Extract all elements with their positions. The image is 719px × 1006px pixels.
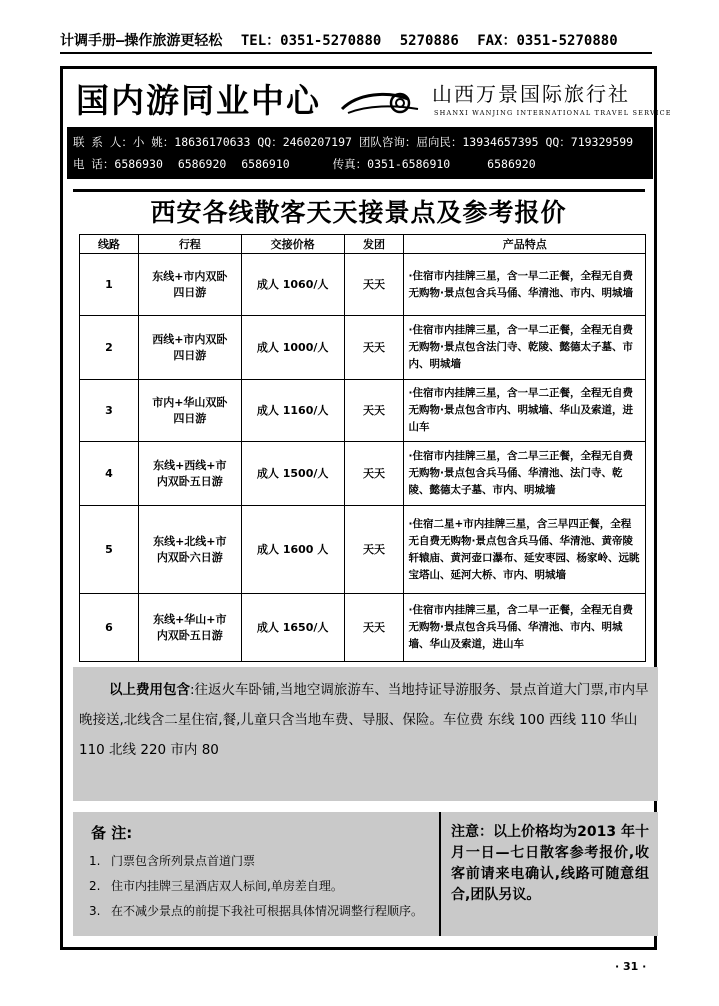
price: 成人 1060/人 — [241, 254, 344, 316]
route-number: 1 — [80, 254, 139, 316]
phone-third: 6586910 — [241, 157, 290, 171]
list-item: 1. 门票包含所列景点首道门票 — [89, 854, 256, 868]
phone-second: 6586920 — [177, 157, 227, 171]
notes-box — [73, 812, 658, 936]
itinerary: 东线+西线+市内双卧五日游 — [138, 442, 241, 506]
features: ·住宿市内挂牌三星，含一早二正餐，全程无自费无购物·景点包含市内、明城墙、华山及索道，进山车 — [404, 380, 646, 442]
itinerary: 东线+北线+市内双卧六日游 — [138, 506, 241, 594]
itinerary: 西线+市内双卧四日游 — [138, 316, 241, 380]
page-number: · 31 · — [615, 960, 647, 973]
company-name-en: SHANXI WANJING INTERNATIONAL TRAVEL SERVICE — [434, 109, 672, 117]
route-number: 6 — [80, 594, 139, 662]
col-header-itinerary: 行程 — [138, 235, 241, 254]
header-tel-extra: 5270886 — [399, 33, 459, 49]
features: ·住宿市内挂牌三星，含一早二正餐，全程无自费无购物·景点包含法门寺、乾陵、懿德太子墓、市内、明城墙 — [404, 316, 646, 380]
divider — [73, 189, 645, 192]
table-row — [80, 316, 646, 380]
features: ·住宿市内挂牌三星，含二早三正餐，全程无自费无购物·景点包含兵马俑、华清池、法门寺、乾陵、懿德太子墓、市内、明城墙 — [404, 442, 646, 506]
attention-note: 注意：以上价格均为2013 年十月一日—七日散客参考报价,收客前请来电确认,线路可随意组合,团队另议。 — [451, 824, 649, 903]
table-row — [80, 442, 646, 506]
price: 成人 1600 人 — [241, 506, 344, 594]
price-includes — [73, 667, 658, 801]
departure: 天天 — [344, 254, 404, 316]
contact-line-1: 联 系 人：小 姚：18636170633 QQ：2460207197 团队咨询：屈向民：13934657395 QQ：719329599 — [73, 135, 634, 149]
itinerary: 东线+华山+市内双卧五日游 — [138, 594, 241, 662]
brand-row — [76, 79, 672, 125]
itinerary: 市内+华山双卧四日游 — [138, 380, 241, 442]
price: 成人 1160/人 — [241, 380, 344, 442]
table-row — [80, 380, 646, 442]
company-name: 山西万景国际旅行社 — [432, 82, 630, 106]
page-title: 西安各线散客天天接景点及参考报价 — [150, 198, 567, 227]
page-header — [60, 30, 652, 54]
header-tel: TEL：0351-5270880 — [240, 33, 382, 49]
remarks-title: 备 注: — [91, 824, 133, 842]
contact-line-2 — [73, 153, 647, 175]
price: 成人 1000/人 — [241, 316, 344, 380]
list-item: 3. 在不减少景点的前提下我社可根据具体情况调整行程顺序。 — [89, 904, 424, 918]
departure: 天天 — [344, 442, 404, 506]
price: 成人 1500/人 — [241, 442, 344, 506]
includes-text: :往返火车卧铺,当地空调旅游车、当地持证导游服务、景点首道大门票,市内早晚接送,北线含二星住宿,餐,儿童只含当地车费、导服、保险。车位费 东线 100 西线 110 华山 110 北线 220 市内 80 — [79, 682, 649, 758]
remarks — [73, 812, 437, 936]
route-number: 2 — [80, 316, 139, 380]
brand-title: 国内游同业中心 — [76, 81, 321, 120]
fax-second: 6586920 — [487, 157, 536, 171]
departure: 天天 — [344, 594, 404, 662]
table-row — [80, 594, 646, 662]
notes-divider — [439, 812, 441, 936]
header-fax: FAX：0351-5270880 — [477, 33, 618, 49]
itinerary: 东线+市内双卧四日游 — [138, 254, 241, 316]
table-header-row — [80, 235, 646, 254]
features: ·住宿二星+市内挂牌三星，含三早四正餐，全程无自费无购物·景点包含兵马俑、华清池、黄帝陵轩辕庙、黄河壶口瀑布、延安枣园、杨家岭、远眺宝塔山、延河大桥、市内、明城墙 — [404, 506, 646, 594]
col-header-departure: 发团 — [344, 235, 404, 254]
table-row — [80, 254, 646, 316]
route-number: 4 — [80, 442, 139, 506]
fax-main: 传真：0351-6586910 — [332, 157, 451, 171]
table-row — [80, 506, 646, 594]
col-header-price: 交接价格 — [241, 235, 344, 254]
col-header-features: 产品特点 — [404, 235, 646, 254]
features: ·住宿市内挂牌三星，含二早一正餐，全程无自费无购物·景点包含兵马俑、华清池、市内、明城墙、华山及索道，进山车 — [404, 594, 646, 662]
swirl-logo-icon — [338, 83, 428, 123]
features: ·住宿市内挂牌三星，含一早二正餐，全程无自费无购物·景点包含兵马俑、华清池、市内、明城墙 — [404, 254, 646, 316]
phone-main: 电 话：6586930 — [73, 157, 163, 171]
list-item: 2. 住市内挂牌三星酒店双人标间,单房差自理。 — [89, 879, 343, 893]
route-number: 3 — [80, 380, 139, 442]
departure: 天天 — [344, 380, 404, 442]
departure: 天天 — [344, 506, 404, 594]
remarks-list — [83, 849, 427, 924]
col-header-route: 线路 — [80, 235, 139, 254]
price: 成人 1650/人 — [241, 594, 344, 662]
header-slogan: 计调手册—操作旅游更轻松 — [60, 33, 223, 49]
route-number: 5 — [80, 506, 139, 594]
contact-box — [67, 127, 653, 179]
departure: 天天 — [344, 316, 404, 380]
route-table — [79, 234, 646, 662]
includes-label: 以上费用包含 — [109, 682, 190, 698]
page-frame — [60, 66, 672, 950]
